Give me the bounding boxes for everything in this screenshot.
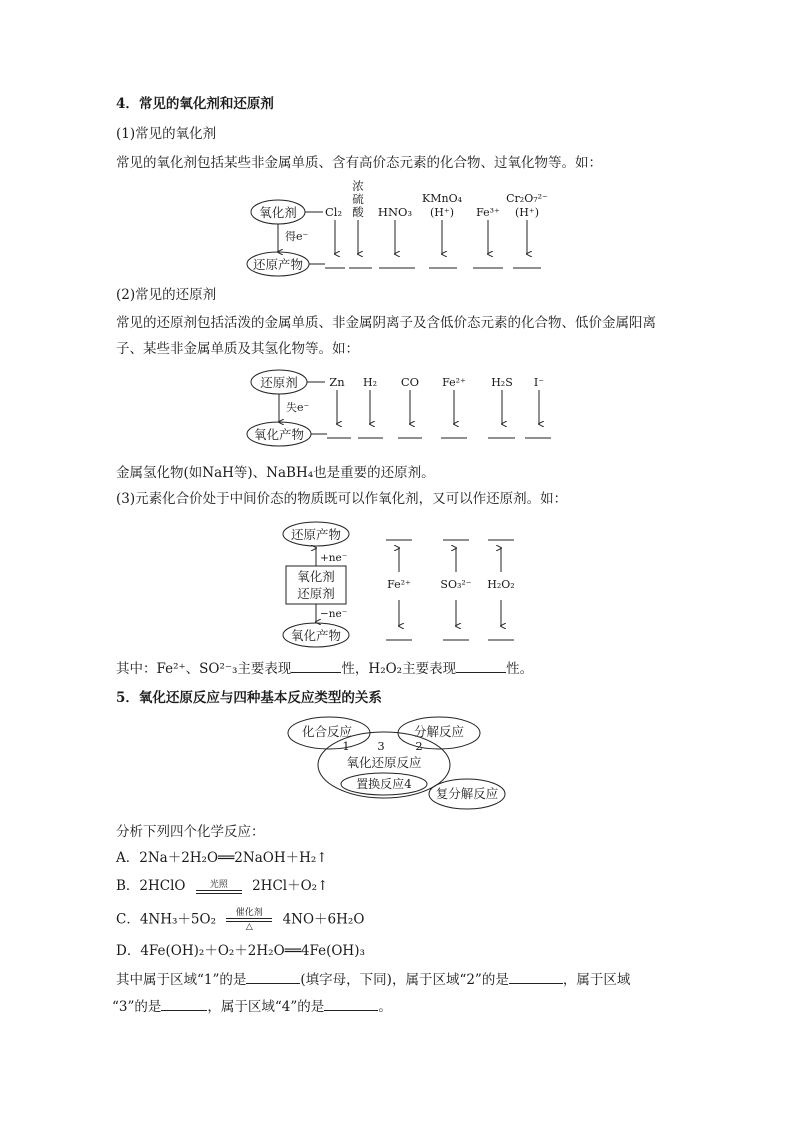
double-decomposition-label: 复分解反应 (435, 786, 499, 801)
reaction-b-equal-sign (196, 890, 242, 894)
q-part3: ，属于区域 (562, 972, 631, 988)
q-part2: (填字母，下同)，属于区域“2”的是 (300, 972, 509, 988)
item-fe2: Fe²⁺ (442, 376, 466, 389)
region-3-label: 3 (377, 739, 385, 753)
item-zn: Zn (329, 375, 345, 389)
reaction-c-condition-bottom: △ (245, 922, 253, 932)
reduction-product-label: 还原产物 (252, 257, 304, 272)
reducer-label: 还原剂 (260, 375, 298, 390)
item-cr2o7: Cr₂O₇²⁻ (506, 192, 548, 205)
combination-label: 化合反应 (301, 724, 353, 739)
mainly-part1: 其中：Fe²⁺、SO²⁻₃主要表现 (116, 661, 292, 677)
gain-electron-label: 得e⁻ (285, 230, 309, 243)
section5-heading: 5．氧化还原反应与四种基本反应类型的关系 (116, 690, 382, 706)
lose-n-electron-label: −ne⁻ (320, 608, 348, 620)
gain-n-electron-label: +ne⁻ (320, 552, 348, 564)
item-h2: H₂ (362, 376, 378, 389)
item-h2s: H₂S (491, 376, 513, 389)
analyze-text: 分析下列四个化学反应： (116, 824, 265, 840)
reaction-venn-diagram (284, 714, 514, 814)
section4-heading: 4．常见的氧化剂和还原剂 (116, 96, 274, 112)
intermediate-valence-diagram (280, 518, 530, 650)
reaction-d: D．4Fe(OH)₂＋O₂＋2H₂O══4Fe(OH)₃ (116, 943, 365, 959)
q-part4: “3”的是 (112, 999, 162, 1015)
region-2-label: 2 (415, 739, 423, 753)
blank-20[interactable] (456, 658, 506, 673)
reaction-a: A．2Na＋2H₂O══2NaOH＋H₂↑ (116, 850, 328, 866)
sub2-text-2: 子、某些非金属单质及其氢化物等。如： (116, 341, 359, 357)
reaction-b (116, 876, 328, 896)
mainly-part2: 性，H₂O₂主要表现 (341, 661, 457, 677)
reaction-c-condition-arrow (226, 908, 272, 932)
region-1-label: 1 (342, 739, 350, 753)
reaction-c (116, 908, 364, 932)
hydride-note: 金属氢化物(如NaH等)、NaBH₄也是重要的还原剂。 (116, 465, 435, 481)
sub2-text-1: 常见的还原剂包括活泼的金属单质、非金属阴离子及含低价态元素的化合物、低价金属阳离 (116, 315, 656, 331)
item-conc-2: 硫 (352, 192, 364, 206)
oxidation-product-label: 氧化产物 (253, 427, 305, 442)
decomposition-label: 分解反应 (413, 724, 465, 739)
q-part1: 其中属于区域“1”的是 (116, 972, 247, 988)
mainly-part3: 性。 (506, 661, 534, 677)
reaction-b-condition-arrow (196, 880, 242, 894)
center-oxidizer: 氧化剂 (297, 569, 335, 584)
reaction-b-condition: 光照 (209, 879, 228, 890)
center-reducer: 还原剂 (297, 586, 335, 601)
oxidation-product-label-2: 氧化产物 (290, 628, 342, 643)
question-line-2 (112, 996, 392, 1017)
item-h2o2: H₂O₂ (487, 578, 515, 591)
q-part6: 。 (378, 999, 392, 1015)
reaction-c-right: 4NO＋6H₂O (282, 911, 365, 928)
sub3-title: (3)元素化合价处于中间价态的物质既可以作氧化剂，又可以作还原剂。如： (116, 491, 568, 507)
sub2-title: (2)常见的还原剂 (116, 287, 217, 303)
item-kmno4-h: (H⁺) (430, 206, 454, 219)
item-co: CO (400, 375, 420, 389)
reducer-diagram (245, 366, 555, 450)
item-fe3: Fe³⁺ (476, 206, 500, 219)
item-kmno4: KMnO₄ (422, 192, 462, 205)
blank-region-1[interactable] (246, 969, 300, 984)
question-line-1 (116, 969, 630, 990)
reaction-c-left: C．4NH₃＋5O₂ (116, 911, 216, 928)
item-conc-3: 酸 (352, 205, 364, 219)
reaction-b-left: B．2HClO (116, 878, 186, 894)
sub1-title: (1)常见的氧化剂 (116, 126, 217, 142)
blank-region-2[interactable] (509, 969, 563, 984)
item-cr2o7-h: (H⁺) (515, 206, 539, 219)
blank-19[interactable] (291, 658, 341, 673)
item-cl2: Cl₂ (325, 205, 343, 219)
oxidizer-diagram (245, 178, 555, 278)
displacement-label: 置换反应4 (356, 777, 412, 791)
lose-electron-label: 失e⁻ (286, 401, 310, 414)
oxidizer-label: 氧化剂 (259, 205, 297, 220)
mainly-line (116, 658, 533, 679)
redox-label: 氧化还原反应 (346, 755, 422, 770)
reaction-b-right: 2HCl＋O₂↑ (252, 878, 329, 894)
reaction-c-condition-top: 催化剂 (235, 908, 263, 918)
item-hno3: HNO₃ (377, 205, 413, 219)
blank-region-4[interactable] (324, 996, 378, 1011)
item-so3: SO₃²⁻ (440, 578, 472, 591)
item-fe2-b: Fe²⁺ (387, 578, 411, 591)
item-conc-1: 浓 (352, 179, 364, 193)
item-i: I⁻ (533, 376, 545, 389)
q-part5: ，属于区域“4”的是 (207, 999, 325, 1015)
reduction-product-label-2: 还原产物 (290, 527, 342, 542)
blank-region-3[interactable] (161, 996, 207, 1011)
sub1-text: 常见的氧化剂包括某些非金属单质、含有高价态元素的化合物、过氧化物等。如： (116, 155, 602, 171)
